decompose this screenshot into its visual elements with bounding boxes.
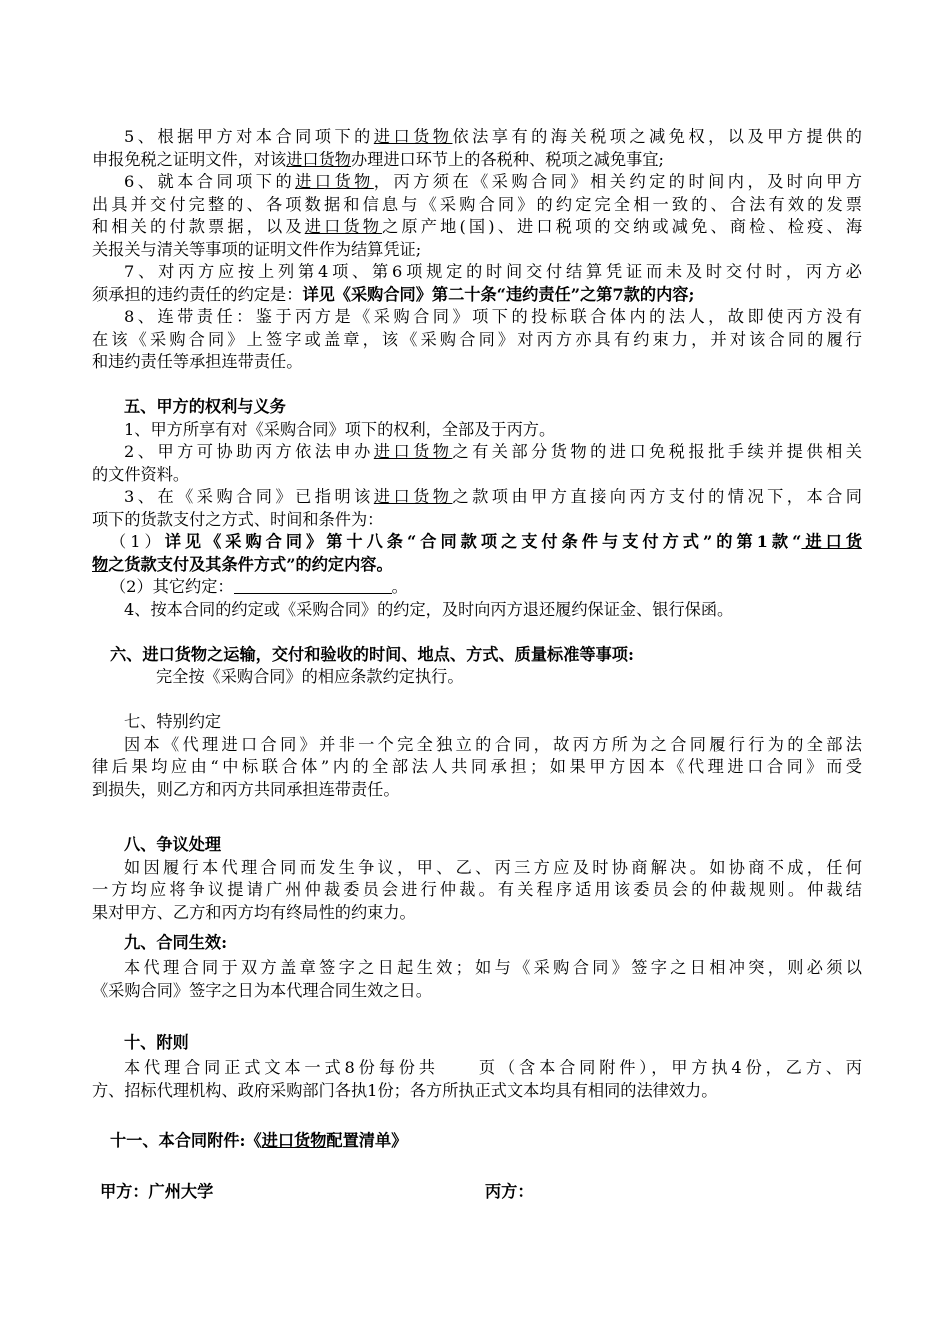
section-7-line-1: 因本《代理进口合同》并非一个完全独立的合同，故丙方所为之合同履行行为的全部法 bbox=[124, 735, 862, 754]
party-c-signature: 丙方： bbox=[485, 1182, 534, 1201]
section-5-item-3-line-2: 项下的货款支付之方式、时间和条件为： bbox=[92, 510, 384, 529]
section-9-line-1: 本代理合同于双方盖章签字之日起生效；如与《采购合同》签字之日相冲突，则必须以 bbox=[124, 958, 862, 977]
section-8-line-2: 一方均应将争议提请广州仲裁委员会进行仲裁。有关程序适用该委员会的仲裁规则。仲裁结 bbox=[92, 880, 862, 899]
payment-option-1-line-2: 物之货款支付及其条件方式”的约定内容。 bbox=[92, 555, 393, 574]
item-6-line-3: 和相关的付款票据，以及进口货物之原产地(国)、进口税项的交纳或减免、商检、检疫、海 bbox=[92, 217, 863, 236]
blank-fill-line bbox=[234, 577, 392, 594]
payment-option-1-line-1: （1）详见《采购合同》第十八条“合同款项之支付条件与支付方式”的第1款“进口货 bbox=[110, 532, 862, 551]
section-5-item-2-line-2: 的文件资料。 bbox=[92, 465, 190, 484]
section-8-heading: 八、争议处理 bbox=[124, 835, 222, 854]
section-6-body: 完全按《采购合同》的相应条款约定执行。 bbox=[156, 667, 464, 686]
section-9-heading: 九、合同生效: bbox=[124, 933, 228, 952]
item-7-line-2: 须承担的违约责任的约定是：详见《采购合同》第二十条“违约责任”之第7款的内容; bbox=[92, 285, 695, 304]
item-8-line-1: 8、连带责任：鉴于丙方是《采购合同》项下的投标联合体内的法人，故即使丙方没有 bbox=[124, 307, 862, 326]
item-7-line-1: 7、对丙方应按上列第4项、第6项规定的时间交付结算凭证而未及时交付时，丙方必 bbox=[124, 262, 862, 281]
section-10-line-1: 本代理合同正式文本一式8份每份共 页（含本合同附件），甲方执4份，乙方、丙 bbox=[124, 1058, 862, 1077]
item-6-line-4: 关报关与清关等事项的证明文件作为结算凭证; bbox=[92, 240, 422, 259]
section-9-line-2: 《采购合同》签字之日为本代理合同生效之日。 bbox=[92, 981, 432, 1000]
section-5-item-4: 4、按本合同的约定或《采购合同》的约定，及时向丙方退还履约保证金、银行保函。 bbox=[124, 600, 734, 619]
section-5-item-2-line-1: 2、甲方可协助丙方依法申办进口货物之有关部分货物的进口免税报批手续并提供相关 bbox=[124, 442, 862, 461]
section-7-heading: 七、特别约定 bbox=[124, 712, 222, 731]
item-5-line-1: 5、根据甲方对本合同项下的进口货物依法享有的海关税项之减免权，以及甲方提供的 bbox=[124, 127, 862, 146]
section-5-heading: 五、甲方的权利与义务 bbox=[124, 397, 286, 416]
section-5-item-3-line-1: 3、在《采购合同》已指明该进口货物之款项由甲方直接向丙方支付的情况下，本合同 bbox=[124, 487, 862, 506]
section-8-line-1: 如因履行本代理合同而发生争议，甲、乙、丙三方应及时协商解决。如协商不成，任何 bbox=[124, 858, 862, 877]
section-6-heading: 六、进口货物之运输，交付和验收的时间、地点、方式、质量标准等事项: bbox=[110, 645, 634, 664]
section-7-line-2: 律后果均应由“中标联合体”内的全部法人共同承担；如果甲方因本《代理进口合同》而受 bbox=[92, 757, 862, 776]
item-6-line-2: 出具并交付完整的、各项数据和信息与《采购合同》的约定完全相一致的、合法有效的发票 bbox=[92, 195, 862, 214]
item-8-line-2: 在该《采购合同》上签字或盖章，该《采购合同》对丙方亦具有约束力，并对该合同的履行 bbox=[92, 330, 862, 349]
section-11-heading: 十一、本合同附件:《进口货物配置清单》 bbox=[110, 1131, 408, 1150]
payment-option-2: （2）其它约定： 。 bbox=[110, 577, 408, 596]
section-7-line-3: 到损失，则乙方和丙方共同承担连带责任。 bbox=[92, 780, 400, 799]
item-5-line-2: 申报免税之证明文件，对该进口货物办理进口环节上的各税种、税项之减免事宜; bbox=[92, 150, 665, 169]
section-10-heading: 十、附则 bbox=[124, 1033, 189, 1052]
section-8-line-3: 果对甲方、乙方和丙方均有终局性的约束力。 bbox=[92, 903, 416, 922]
item-6-line-1: 6、就本合同项下的进口货物，丙方须在《采购合同》相关约定的时间内，及时向甲方 bbox=[124, 172, 862, 191]
section-5-item-1: 1、甲方所享有对《采购合同》项下的权利，全部及于丙方。 bbox=[124, 420, 556, 439]
item-8-line-3: 和违约责任等承担连带责任。 bbox=[92, 352, 303, 371]
party-a-signature: 甲方：广州大学 bbox=[100, 1182, 214, 1201]
section-10-line-2: 方、招标代理机构、政府采购部门各执1份；各方所执正式文本均具有相同的法律效力。 bbox=[92, 1081, 718, 1100]
